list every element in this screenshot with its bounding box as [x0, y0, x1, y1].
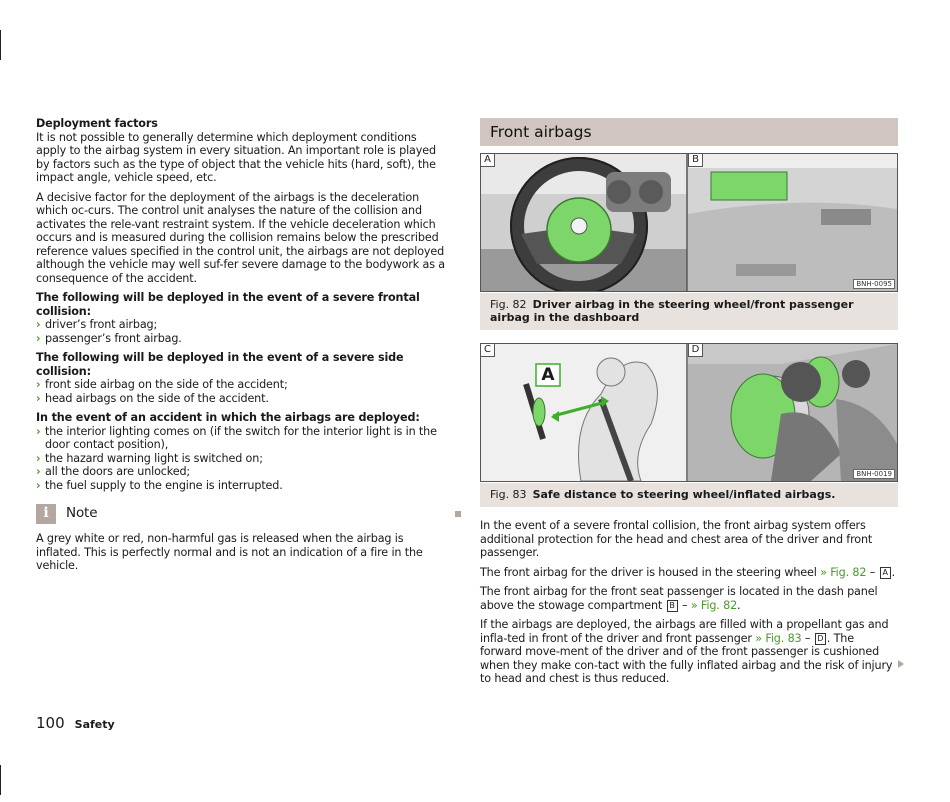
distance-label-a: A — [541, 365, 555, 385]
figure-link[interactable]: » Fig. 82 — [690, 598, 738, 612]
list-item: › head airbags on the side of the accident. — [36, 391, 269, 405]
list-item: › driver’s front airbag; — [36, 318, 158, 331]
figure-label-d: D — [688, 344, 703, 357]
figure-label-b: B — [688, 154, 703, 167]
note-header — [36, 504, 446, 524]
bullet-arrow-icon: › — [36, 478, 41, 492]
list-item: › the fuel supply to the engine is interrupted. — [36, 478, 283, 492]
fig82-illustration — [481, 154, 897, 291]
bullet-arrow-icon: › — [36, 451, 41, 465]
figure-82 — [480, 153, 898, 292]
boxed-letter: B — [667, 600, 678, 612]
paragraph: It is not possible to generally determine which deployment conditions apply to the airbag system in every situation. An important role is played by factors such as the type of object that the vehicle hits (hard, soft), the impact angle, vehicle speed, etc. — [36, 130, 436, 184]
figure-label-a: A — [481, 154, 495, 167]
frontal-collision-heading: The following will be deployed in the event of a severe frontal collision: — [36, 291, 420, 318]
accident-list — [36, 425, 446, 493]
continue-arrow-icon — [898, 660, 904, 668]
figure-code: BNH-0019 — [853, 469, 895, 479]
figure-83 — [480, 343, 898, 482]
note-text: A grey white or red, non-harmful gas is released when the airbag is inflated. This is perfectly normal and is not an indication of a fire in the vehicle. — [36, 532, 423, 572]
figure-label-c: C — [481, 344, 495, 357]
bullet-arrow-icon: › — [36, 424, 41, 438]
caption-text: Safe distance to steering wheel/inflated airbags. — [532, 488, 836, 501]
bullet-arrow-icon: › — [36, 465, 41, 478]
list-item: › all the doors are unlocked; — [36, 465, 191, 478]
figure-link[interactable]: » Fig. 83 — [755, 631, 802, 645]
side-list — [36, 378, 446, 405]
boxed-letter: D — [815, 633, 826, 645]
list-item: › passenger’s front airbag. — [36, 331, 182, 345]
figure-number: Fig. 83 — [490, 488, 527, 501]
bullet-arrow-icon: › — [36, 331, 41, 345]
figure-code: BNH-0095 — [853, 279, 895, 289]
caption-text: Driver airbag in the steering wheel/front passenger airbag in the dashboard — [490, 298, 854, 324]
paragraph: The front airbag for the front seat passenger is located in the dash panel above the stowage compartment B – » Fig. 82. — [480, 585, 878, 612]
paragraph: If the airbags are deployed, the airbags are filled with a propellant gas and infla-ted in front of the driver and front passenger » Fig. 83 – D . The forward move-ment of the driver and of the front passenger is cushioned when they make con-tact with the fully inflated airbag and the risk of injury to head and chest is thus reduced. — [480, 618, 893, 685]
left-column — [36, 117, 446, 579]
bullet-arrow-icon: › — [36, 318, 41, 331]
figure-82-caption — [480, 293, 898, 330]
end-of-section-icon — [455, 511, 461, 517]
paragraph: The front airbag for the driver is housed in the steering wheel » Fig. 82 – A . — [480, 565, 896, 579]
info-icon: i — [36, 504, 56, 524]
deployment-factors-heading: Deployment factors — [36, 117, 158, 130]
paragraph: A decisive factor for the deployment of the airbags is the deceleration which oc-curs. The control unit analyses the nature of the collision and activates the rele-vant restraint system. If the vehicle deceleration which occurs and is measured during the collision remains below the prescribed reference values specified in the control unit, the airbags are not deployed although the vehicle may well suf-fer severe damage to the bodywork as a consequence of the accident. — [36, 190, 445, 285]
list-item: › the hazard warning light is switched on; — [36, 451, 263, 465]
page-footer — [36, 714, 115, 732]
list-item: › front side airbag on the side of the accident; — [36, 378, 288, 391]
bullet-arrow-icon: › — [36, 391, 41, 405]
side-collision-heading: The following will be deployed in the event of a severe side collision: — [36, 351, 404, 378]
section-title: Front airbags — [480, 118, 898, 146]
bullet-arrow-icon: › — [36, 378, 41, 391]
page-number: 100 — [36, 714, 65, 732]
figure-link[interactable]: » Fig. 82 — [820, 565, 867, 579]
note-title: Note — [66, 505, 98, 522]
boxed-letter: A — [880, 567, 891, 579]
right-body — [480, 519, 898, 692]
paragraph: In the event of a severe frontal collision, the front airbag system offers additional protection for the head and chest area of the driver and front passenger. — [480, 519, 873, 559]
frontal-list — [36, 318, 446, 345]
crop-mark-bottom — [0, 765, 1, 795]
crop-mark-top — [0, 30, 1, 60]
accident-heading: In the event of an accident in which the airbags are deployed: — [36, 411, 420, 424]
list-item: › the interior lighting comes on (if the switch for the interior light is in the door contact position), — [36, 424, 437, 451]
figure-83-caption — [480, 483, 898, 507]
figure-number: Fig. 82 — [490, 298, 527, 311]
footer-section: Safety — [74, 718, 115, 731]
